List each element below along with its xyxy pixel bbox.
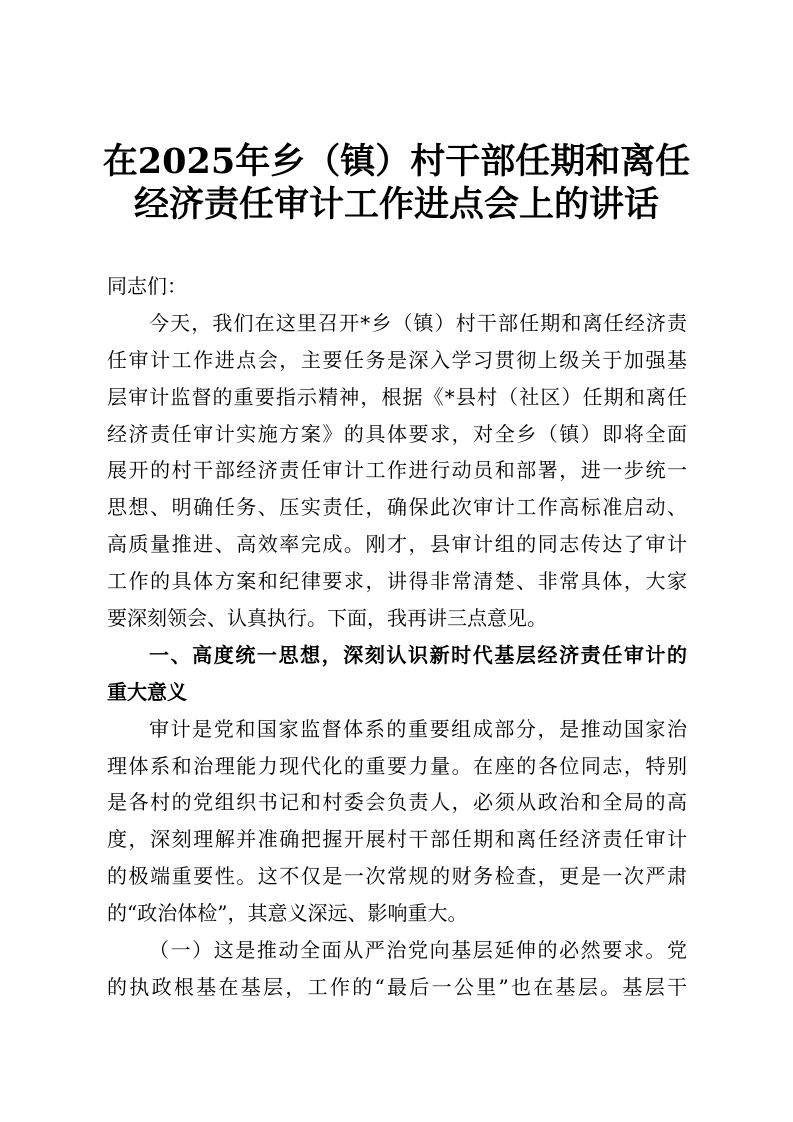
paragraph [107,932,687,1006]
text-line: 的执政根基在基层，工作的“最后一公里”也在基层。基层干 [107,974,687,999]
text-line: 展开的村干部经济责任审计工作进行动员和部署，进一步统一 [107,458,687,483]
salutation: 同志们： [107,274,187,298]
text-line: 层审计监督的重要指示精神，根据《*县村（社区）任期和离任 [107,384,687,409]
text-line: 工作的具体方案和纪律要求，讲得非常清楚、非常具体，大家 [107,569,687,594]
title-line-2: 经济责任审计工作进点会上的讲话 [133,184,659,225]
text-line: 一、高度统一思想，深刻认识新时代基层经济责任审计的 [149,642,687,667]
paragraph [107,305,687,637]
text-line: 的极端重要性。这不仅是一次常规的财务检查，更是一次严肃 [107,864,687,889]
text-line: 经济责任审计实施方案》的具体要求，对全乡（镇）即将全面 [107,421,687,446]
document-body [107,268,687,1006]
text-line: 今天，我们在这里召开*乡（镇）村干部任期和离任经济责 [149,310,687,335]
text-line: （一）这是推动全面从严治党向基层延伸的必然要求。党 [149,938,687,963]
text-line: 审计是党和国家监督体系的重要组成部分，是推动国家治 [149,716,687,741]
document-title [100,140,693,226]
text-line: 是各村的党组织书记和村委会负责人，必须从政治和全局的高 [107,790,687,815]
text-line: 的“政治体检”，其意义深远、影响重大。 [107,901,468,926]
text-line: 要深刻领会、认真执行。下面，我再讲三点意见。 [107,606,547,631]
text-line: 度，深刻理解并准确把握开展村干部任期和离任经济责任审计 [107,827,687,852]
section-heading [107,637,687,711]
text-line: 高质量推进、高效率完成。刚才，县审计组的同志传达了审计 [107,532,687,557]
text-line: 思想、明确任务、压实责任，确保此次审计工作高标准启动、 [107,495,687,520]
text-line: 任审计工作进点会，主要任务是深入学习贯彻上级关于加强基 [107,347,687,372]
paragraphs [107,305,687,1006]
text-line: 理体系和治理能力现代化的重要力量。在座的各位同志，特别 [107,753,687,778]
text-line: 重大意义 [107,679,187,704]
title-line-1: 在2025年乡（镇）村干部任期和离任 [102,141,691,182]
paragraph [107,711,687,932]
